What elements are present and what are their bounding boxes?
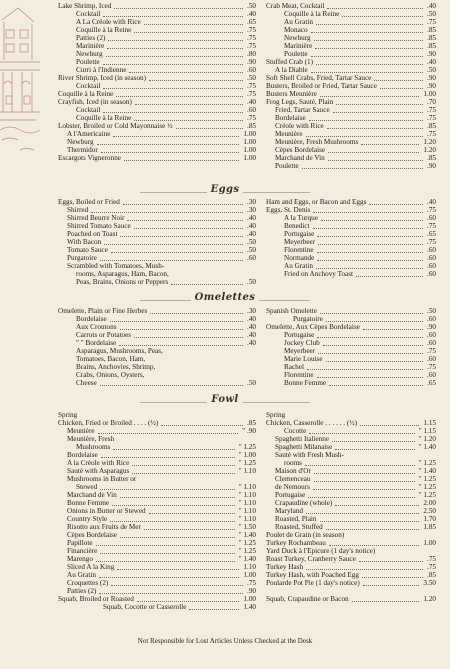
menu-item-name: A l'Americaine <box>67 130 111 138</box>
menu-item-name: Tomatoes, Bacon, Ham, <box>76 355 146 363</box>
dot-leader <box>326 521 419 530</box>
menu-item-name: Fried, Tartar Sauce <box>275 106 330 114</box>
menu-item-price: .75 <box>427 238 436 246</box>
eggs-heading <box>0 184 450 195</box>
menu-item-name: Coquille à la Reine <box>76 26 132 34</box>
menu-item <box>266 443 436 451</box>
menu-item-name: Carrots or Potatoes <box>76 331 132 339</box>
menu-item-price: .75 <box>427 130 436 138</box>
menu-item <box>58 254 256 262</box>
menu-item-price: " 1.25 <box>418 459 436 467</box>
menu-item <box>266 523 436 531</box>
menu-item-price: .60 <box>427 371 436 379</box>
menu-item-price: " 1.50 <box>238 523 256 531</box>
menu-item-price: .40 <box>427 58 436 66</box>
menu-item-price: .60 <box>427 262 436 270</box>
menu-item-name: Benedict <box>284 222 310 230</box>
menu-item-price: 1.20 <box>423 146 436 154</box>
menu-item-name: Crapaudine (whole) <box>275 499 333 507</box>
menu-item-name: Crabs, Onions, Oysters, <box>76 371 145 379</box>
menu-item-name: Poulette <box>284 50 308 58</box>
menu-item <box>266 162 436 170</box>
menu-item-price: " 1.25 <box>238 547 256 555</box>
menu-item-price: .60 <box>427 254 436 262</box>
dot-leader <box>335 441 415 450</box>
eggs-right-column <box>266 198 436 278</box>
menu-item-name: Maryland <box>275 507 303 515</box>
dot-leader <box>98 425 238 434</box>
menu-item-name: Chicken, Fried or Broiled . . . . (½) <box>58 419 159 427</box>
menu-item-name: Mushrooms <box>76 443 111 451</box>
menu-item-price: .85 <box>427 34 436 42</box>
menu-item-price: .40 <box>247 339 256 347</box>
menu-item-name: Turkey Hash <box>266 563 304 571</box>
menu-item-price: 1.85 <box>423 523 436 531</box>
menu-item-name: Turkey Rochambeau <box>266 539 326 547</box>
menu-item-name: Au Gratin <box>284 18 313 26</box>
menu-item-name: Florentine <box>284 371 314 379</box>
menu-item-name: Spaghetti Milanaise <box>275 443 333 451</box>
menu-item-name: Asparagus, Mushrooms, Peas, <box>76 347 163 355</box>
menu-item-price: .60 <box>427 214 436 222</box>
menu-item-price: .75 <box>247 26 256 34</box>
menu-item-price: .90 <box>427 323 436 331</box>
menu-item-price: .85 <box>247 122 256 130</box>
menu-item-name: Florentine <box>284 246 314 254</box>
menu-item-name: Normande <box>284 254 315 262</box>
menu-item-name: Purgatoire <box>293 315 323 323</box>
menu-item-name: Brains, Anchovies, Shrimp, <box>76 363 156 371</box>
menu-item-price: " 1.10 <box>238 507 256 515</box>
menu-item-price: .30 <box>247 307 256 315</box>
menu-item-name: Marinière <box>76 42 105 50</box>
menu-item-price: 1.20 <box>423 595 436 603</box>
menu-item-name: Poulet de Grain (in season) <box>266 531 345 539</box>
menu-item-price: " 1.25 <box>418 491 436 499</box>
menu-item-name: Papillote <box>67 539 93 547</box>
menu-item-name: Sauté with Fresh Mush- <box>275 451 344 459</box>
menu-item-price: 1.00 <box>243 146 256 154</box>
menu-item-price: .50 <box>247 246 256 254</box>
menu-item-name: Cocotte <box>284 427 307 435</box>
menu-item-price: 1.20 <box>423 138 436 146</box>
menu-item-price: " .90 <box>242 427 256 435</box>
menu-item-price: .85 <box>427 42 436 50</box>
menu-item-price: .50 <box>247 74 256 82</box>
menu-item-name: Risotto aux Fruits de Mer <box>67 523 141 531</box>
menu-item-name: Jockey Club <box>284 339 320 347</box>
menu-item-name: Stewed <box>76 483 98 491</box>
menu-item-name: Peas, Brains, Onions or Peppers <box>76 278 169 286</box>
menu-item-name: Newburg <box>76 50 103 58</box>
menu-item-name: Crab Meat, Cocktail <box>266 2 325 10</box>
menu-item-price: 1.00 <box>243 130 256 138</box>
menu-item-name: Poularde Pot Pie (1 day's notice) <box>266 579 360 587</box>
menu-item-name: Meyerbeer <box>284 347 316 355</box>
menu-item-price: .90 <box>247 58 256 66</box>
menu-item-price: .30 <box>247 198 256 206</box>
menu-item-name: Cocktail <box>76 82 101 90</box>
menu-item-name: Marchand de Vin <box>67 491 117 499</box>
menu-item-name: Marchand de Vin <box>275 154 325 162</box>
building-illustration <box>0 0 40 160</box>
menu-item-name: Crayfish, Iced (in season) <box>58 98 132 106</box>
menu-item-price: .60 <box>427 270 436 278</box>
fowl-left-column <box>58 411 256 611</box>
menu-item-price: .40 <box>247 331 256 339</box>
menu-item-price: 1.00 <box>243 138 256 146</box>
menu-item-price: .50 <box>427 307 436 315</box>
menu-item-name: Bonne Femme <box>284 379 327 387</box>
menu-item-price: .75 <box>247 42 256 50</box>
menu-item-price: .85 <box>427 26 436 34</box>
dot-leader <box>329 537 419 546</box>
menu-item-price: .90 <box>427 74 436 82</box>
menu-item-price: .75 <box>427 106 436 114</box>
menu-item-price: 2.50 <box>423 507 436 515</box>
dot-leader <box>124 152 239 161</box>
menu-item-name: Squab, Crapaudine or Bacon <box>266 595 349 603</box>
menu-item-name: Cocktail <box>76 106 101 114</box>
menu-item <box>58 427 256 435</box>
menu-item-name: Omelette, Aux Cèpes Bordelaise <box>266 323 360 331</box>
menu-item-name: Bonne Femme <box>67 499 110 507</box>
menu-item-name: Marie Louise <box>284 355 323 363</box>
menu-item-price: .50 <box>247 2 256 10</box>
menu-item-name: Portugaise <box>275 491 306 499</box>
menu-item-name: de Nemours <box>275 483 310 491</box>
menu-item-name: Croquettes (2) <box>67 579 109 587</box>
dot-leader <box>302 160 423 169</box>
menu-item-name: Patties (2) <box>76 34 106 42</box>
menu-item-price: 1.40 <box>243 603 256 611</box>
menu-item-name: Poulette <box>275 162 299 170</box>
menu-item-price: .60 <box>427 315 436 323</box>
menu-item-name: Roasted, Plain <box>275 515 317 523</box>
menu-item-name: A la Créole with Rice <box>67 459 130 467</box>
menu-item <box>58 262 256 270</box>
menu-item-price: " 1.40 <box>238 555 256 563</box>
menu-item-name: Marinière <box>284 42 313 50</box>
menu-item-name: Cèpes Bordelaise <box>275 146 326 154</box>
menu-item-name: Newburg <box>284 34 311 42</box>
menu-item-name: Financière <box>67 547 98 555</box>
menu-item-name: Bordelaise <box>76 315 107 323</box>
dot-leader <box>189 601 239 610</box>
menu-item-name: Fried on Anchovy Toast <box>284 270 354 278</box>
menu-item-price: .90 <box>427 50 436 58</box>
menu-item-name: Spanish Omelette <box>266 307 317 315</box>
menu-item-name: Meyerbeer <box>284 238 316 246</box>
menu-item-price: .40 <box>247 214 256 222</box>
menu-item-price: .85 <box>247 419 256 427</box>
seafood-right-column <box>266 2 436 170</box>
menu-item-name: Meunière <box>275 130 303 138</box>
menu-item-name: Turkey Hash, with Poached Egg <box>266 571 359 579</box>
menu-item-name: rooms <box>284 459 302 467</box>
menu-item-name: Chicken, Casserolle . . . . . . (½) <box>266 419 358 427</box>
menu-item-name: Cocktail <box>76 10 101 18</box>
menu-item-name: Country Style <box>67 515 108 523</box>
menu-item <box>266 270 436 278</box>
menu-item-price: .75 <box>427 114 436 122</box>
menu-item-price: .80 <box>247 50 256 58</box>
menu-item-price: .75 <box>427 555 436 563</box>
menu-item-price: .75 <box>247 90 256 98</box>
menu-item-name: A La Créole with Rice <box>76 18 141 26</box>
menu-item <box>58 363 256 371</box>
menu-item-price: .65 <box>427 379 436 387</box>
eggs-left-column <box>58 198 256 286</box>
menu-item-name: Shirred Beurre Noir <box>67 214 125 222</box>
menu-item-price: .70 <box>427 98 436 106</box>
menu-item-name: Lobster, Broiled or Cold Mayonnaise ½ <box>58 122 173 130</box>
menu-item-name: Sliced A la King <box>67 563 115 571</box>
menu-item-price: .75 <box>247 114 256 122</box>
menu-item-price: 1.15 <box>423 419 436 427</box>
menu-item-name: Portugaise <box>284 230 315 238</box>
menu-item-name: Scrambled with Tomatoes, Mush- <box>67 262 165 270</box>
menu-item-price: 3.50 <box>423 579 436 587</box>
menu-item-price: .75 <box>427 18 436 26</box>
menu-item-name: Meunière, Fresh <box>67 435 115 443</box>
menu-item-name: Monaco <box>284 26 308 34</box>
menu-item-name: Coquille à la Reine <box>76 114 132 122</box>
menu-item-price: 1.00 <box>423 90 436 98</box>
menu-item-name: Spring <box>266 411 286 419</box>
dot-leader <box>132 465 235 474</box>
menu-item-name: Squab, Cocotte or Casserolle <box>103 603 187 611</box>
menu-item <box>58 347 256 355</box>
menu-item-price: " 1.25 <box>238 443 256 451</box>
menu-item-price: .60 <box>427 246 436 254</box>
menu-item-name: Shirred <box>67 206 89 214</box>
menu-item-name: Busters, Broiled or Fried, Tartar Sauce <box>266 82 377 90</box>
menu-item-price: " 1.25 <box>238 539 256 547</box>
menu-item-name: rooms, Asparagus, Ham, Bacon, <box>76 270 169 278</box>
menu-item-name: Stuffed Crab (1) <box>266 58 313 66</box>
menu-item-price: .40 <box>427 2 436 10</box>
menu-item-name: Onions in Butter or Stewed <box>67 507 146 515</box>
menu-item-name: Frog Legs, Sauté, Plain <box>266 98 334 106</box>
menu-item-name: Marengo <box>67 555 93 563</box>
dot-leader <box>363 577 419 586</box>
menu-item-name: Poulette <box>76 58 100 66</box>
omelettes-right-column <box>266 307 436 387</box>
dot-leader <box>352 593 419 602</box>
menu-item-name: Escargots Vigneronne <box>58 154 121 162</box>
menu-item-price: .90 <box>427 162 436 170</box>
seafood-left-column <box>58 2 256 162</box>
menu-item-name: Bordelaise <box>275 114 306 122</box>
menu-item-price: .60 <box>427 355 436 363</box>
fowl-heading <box>0 394 450 405</box>
menu-item-price: .75 <box>427 563 436 571</box>
menu-item-name: Coquille à la Reine <box>284 10 340 18</box>
dot-leader <box>119 337 243 346</box>
menu-item-name: Clemenceau <box>275 475 311 483</box>
menu-item-price: .60 <box>427 331 436 339</box>
menu-item-price: " 1.10 <box>238 467 256 475</box>
menu-item-price: .65 <box>427 230 436 238</box>
menu-item-name: A la Diable <box>275 66 308 74</box>
menu-item-price: .85 <box>427 154 436 162</box>
footer-note: Not Responsible for Lost Articles Unless Checked at the Desk <box>137 637 313 645</box>
menu-item-price: .50 <box>247 278 256 286</box>
menu-item-price: .60 <box>247 254 256 262</box>
menu-item-price: .50 <box>247 379 256 387</box>
menu-item-name: Au Gratin <box>67 571 96 579</box>
menu-item-price: " 1.15 <box>418 427 436 435</box>
heading-text: Fowl <box>207 394 242 405</box>
menu-item-price: " 1.25 <box>418 475 436 483</box>
menu-item-name: " " Bordelaise <box>76 339 117 347</box>
menu-item-name: Meunière, Fresh Mushrooms <box>275 138 359 146</box>
menu-item-name: Busters Meunière <box>266 90 317 98</box>
heading-text: Eggs <box>207 184 244 195</box>
heading-text: Omelettes <box>191 292 260 303</box>
menu-item-name: Roast Turkey, Cranberry Sauce <box>266 555 356 563</box>
menu-item-price: " 1.10 <box>238 499 256 507</box>
menu-item-name: Au Gratin <box>284 262 313 270</box>
menu-item-price: .40 <box>247 98 256 106</box>
menu-item-price: " 1.10 <box>238 483 256 491</box>
menu-item-price: .60 <box>427 339 436 347</box>
menu-item-price: .90 <box>247 587 256 595</box>
menu-item-name: Squab, Broiled or Roasted <box>58 595 134 603</box>
menu-item-name: Roasted, Stuffed <box>275 523 323 531</box>
menu-item-name: Shirred Tomato Sauce <box>67 222 131 230</box>
menu-item-price: .60 <box>247 106 256 114</box>
menu-item-name: A la Turque <box>284 214 318 222</box>
menu-item-name: Eggs, St. Denis <box>266 206 311 214</box>
menu-item <box>266 539 436 547</box>
menu-item-name: Spaghetti Italienne <box>275 435 330 443</box>
menu-item <box>58 278 256 286</box>
dot-leader <box>100 252 243 261</box>
menu-item-price: " 1.10 <box>238 491 256 499</box>
menu-item-price: .30 <box>247 206 256 214</box>
menu-item-price: .85 <box>427 122 436 130</box>
dot-leader <box>100 377 243 386</box>
menu-item-name: Poached on Toast <box>67 230 118 238</box>
menu-item-name: River Shrimp, Iced (in season) <box>58 74 147 82</box>
menu-item-price: 1.00 <box>243 595 256 603</box>
menu-item-name: Tomato Sauce <box>67 246 108 254</box>
menu-item-name: Bordelaise <box>67 451 98 459</box>
menu-item-price: .50 <box>247 238 256 246</box>
menu-item <box>266 579 436 587</box>
menu-item-name: Lake Shrimp, Iced <box>58 2 112 10</box>
menu-item <box>266 595 436 603</box>
menu-item-name: Sauté with Asparagus <box>67 467 130 475</box>
menu-item-name: Maison d'Or <box>275 467 311 475</box>
menu-item-price: .75 <box>247 579 256 587</box>
menu-item-price: " 1.10 <box>238 515 256 523</box>
dot-leader <box>171 276 243 285</box>
menu-item-price: .75 <box>427 347 436 355</box>
menu-item-name: Ham and Eggs, or Bacon and Eggs <box>266 198 367 206</box>
menu-item-price: " 1.40 <box>418 443 436 451</box>
menu-item-price: .40 <box>247 315 256 323</box>
menu-item-price: .65 <box>247 18 256 26</box>
omelettes-heading <box>0 292 450 303</box>
menu-item-price: .90 <box>427 82 436 90</box>
menu-item-name: Portugaise <box>284 331 315 339</box>
menu-item-price: .60 <box>247 66 256 74</box>
menu-item-name: Soft Shell Crabs, Fried, Tartar Sauce <box>266 74 372 82</box>
menu-item-price: .75 <box>427 363 436 371</box>
menu-item-price: .75 <box>247 34 256 42</box>
menu-item-price: 1.00 <box>423 539 436 547</box>
menu-item-name: Mushrooms in Butter or <box>67 475 137 483</box>
menu-item-name: Eggs, Boiled or Fried <box>58 198 120 206</box>
menu-item-price: " 1.00 <box>238 451 256 459</box>
menu-item-name: Meunière <box>67 427 95 435</box>
fowl-right-column <box>266 411 436 603</box>
menu-item <box>58 355 256 363</box>
menu-item-price: .75 <box>247 82 256 90</box>
menu-item-price: 1.10 <box>243 563 256 571</box>
menu-item-price: .75 <box>427 222 436 230</box>
menu-item-name: Aux Croutons <box>76 323 117 331</box>
menu-item-name: Coquille à la Reine <box>58 90 114 98</box>
menu-item-name: Spring <box>58 411 78 419</box>
menu-item-price: " 1.40 <box>418 467 436 475</box>
menu-item-price: .50 <box>427 10 436 18</box>
menu-item-price: 1.70 <box>423 515 436 523</box>
menu-item <box>58 603 256 611</box>
menu-item <box>58 467 256 475</box>
menu-item <box>58 379 256 387</box>
dot-leader <box>356 268 423 277</box>
menu-item-price: .50 <box>427 66 436 74</box>
menu-item-name: Patties (2) <box>67 587 97 595</box>
dot-leader <box>329 377 423 386</box>
menu-item-price: 2.00 <box>423 499 436 507</box>
menu-item-name: Omelette, Plain or Fine Herbes <box>58 307 148 315</box>
menu-item-name: Curri à l'Indienne <box>76 66 127 74</box>
menu-item-price: 1.00 <box>243 154 256 162</box>
menu-item <box>58 339 256 347</box>
menu-item-name: Yard Duck à l'Epicure (1 day's notice) <box>266 547 376 555</box>
menu-item-price: " 1.20 <box>418 435 436 443</box>
menu-item-price: 1.00 <box>243 571 256 579</box>
menu-item-name: Purgatoire <box>67 254 97 262</box>
menu-item-price: .85 <box>427 571 436 579</box>
menu-item-price: .40 <box>247 230 256 238</box>
menu-item-name: Créole with Rice <box>275 122 324 130</box>
menu-item-name: Cheese <box>76 379 97 387</box>
menu-item-price: .75 <box>427 206 436 214</box>
menu-item-name: Cèpes Bordelaise <box>67 531 118 539</box>
menu-item-price: .40 <box>247 323 256 331</box>
menu-item <box>266 379 436 387</box>
menu-item-price: " 1.25 <box>238 459 256 467</box>
menu-item-price: .40 <box>427 198 436 206</box>
menu-item-price: .40 <box>247 10 256 18</box>
omelettes-left-column <box>58 307 256 387</box>
menu-item-name: Thermidor <box>67 146 98 154</box>
menu-item-price: " 1.25 <box>418 483 436 491</box>
menu-item-price: " 1.40 <box>238 531 256 539</box>
menu-item-name: Rachel <box>284 363 304 371</box>
menu-item <box>58 154 256 162</box>
menu-item-price: .40 <box>247 222 256 230</box>
menu-item-name: With Bacon <box>67 238 102 246</box>
menu-item-name: Newburg <box>67 138 94 146</box>
